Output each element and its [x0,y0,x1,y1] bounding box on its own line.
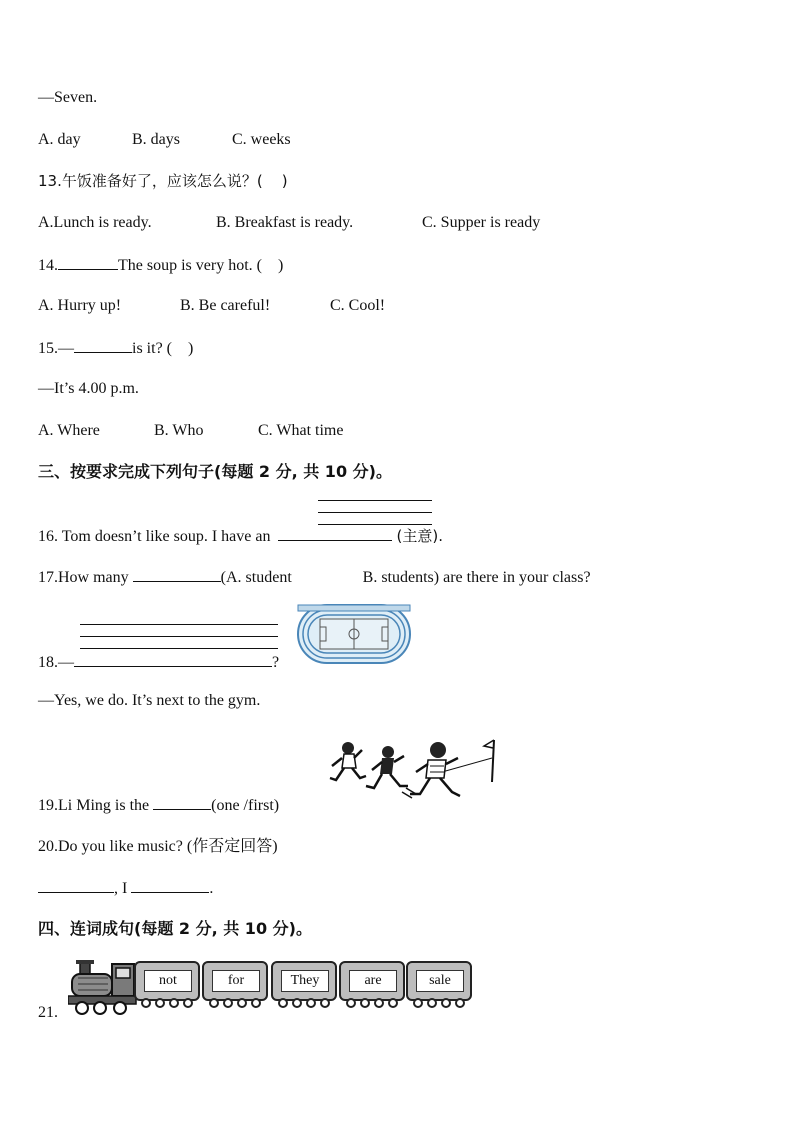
q15-option-b[interactable]: B. Who [154,422,204,439]
q15-blank[interactable] [74,338,132,353]
q12-option-b[interactable]: B. days [132,131,180,148]
train-car-2[interactable] [202,961,268,1001]
q17-blank[interactable] [133,567,221,582]
q18-question [38,652,279,673]
q15-text: is it? ( ) [132,340,194,357]
q15-question [38,338,193,359]
train-wheel [306,998,316,1008]
train-car-3-word: They [281,970,329,992]
train-car-5-word: sale [416,970,464,992]
train-car-1-word: not [144,970,192,992]
q12-option-c[interactable]: C. weeks [232,131,291,148]
train-wheel [251,998,261,1008]
q18-blank[interactable] [74,652,272,667]
q13-question: 13.午饭准备好了，应该怎么说？( ) [38,172,288,190]
q20-comma: , I [114,880,128,897]
train-wheel [455,998,465,1008]
q17-option-b[interactable]: B. students) are there in your class? [362,569,591,586]
q13-option-c[interactable]: C. Supper is ready [422,214,541,231]
q16-writing-line-1[interactable] [318,500,432,501]
q19-text: 19.Li Ming is the [38,797,150,814]
q20-blank-1[interactable] [38,878,114,893]
q21-number: 21. [38,1004,58,1021]
train-wheel [413,998,423,1008]
train-car-1[interactable] [134,961,200,1001]
q14-option-b[interactable]: B. Be careful! [180,297,271,314]
running-race-image [326,736,498,806]
q13-option-a[interactable]: A.Lunch is ready. [38,214,152,231]
train-car-2-word: for [212,970,260,992]
train-wheel [209,998,219,1008]
q14-blank[interactable] [58,255,118,270]
q14-option-a[interactable]: A. Hurry up! [38,297,122,314]
q16-question [38,526,443,547]
train-engine-image [68,958,138,1016]
train-wheel [427,998,437,1008]
q20-period: . [209,880,214,897]
train-wheel [169,998,179,1008]
q20-question [38,837,278,857]
q18-writing-line-3[interactable] [80,648,278,649]
q16-writing-line-2[interactable] [318,512,432,513]
train-car-3[interactable] [271,961,337,1001]
q16-writing-line-3[interactable] [318,524,432,525]
q17-text: 17.How many [38,569,129,586]
q14-option-c[interactable]: C. Cool! [330,297,386,314]
q15-options [38,421,343,441]
train-wheel [141,998,151,1008]
q20-answer [38,878,213,899]
q19-hint: (one /first) [211,797,280,814]
train-wheel [223,998,233,1008]
q12-answer-line: —Seven. [38,89,98,106]
train-wheel [278,998,288,1008]
train-wheel [320,998,330,1008]
q16-text: 16. Tom doesn’t like soup. I have an [38,528,271,545]
q13-options [38,213,540,233]
train-wheel [360,998,370,1008]
train-wheel [346,998,356,1008]
train-wheel [441,998,451,1008]
train-wheel [374,998,384,1008]
q15-number: 15.— [38,340,74,357]
train-wheel [237,998,247,1008]
train-wheel [183,998,193,1008]
q19-blank[interactable] [153,795,211,810]
q15-option-c[interactable]: C. What time [258,422,344,439]
q18-number: 18.— [38,654,74,671]
train-car-5[interactable] [406,961,472,1001]
q15-option-a[interactable]: A. Where [38,422,100,439]
q16-hint: (主意). [396,527,443,545]
q14-options [38,296,385,316]
q17-question [38,567,591,588]
section3-title: 三、按要求完成下列句子(每题 2 分, 共 10 分)。 [38,462,392,481]
q14-question [38,255,283,276]
running-track-image [296,603,412,665]
train-wheel [388,998,398,1008]
q18-end: ? [272,654,280,671]
train-car-4[interactable] [339,961,405,1001]
q14-number: 14. [38,257,58,274]
q20-blank-2[interactable] [131,878,209,893]
q18-writing-line-1[interactable] [80,624,278,625]
q18-writing-line-2[interactable] [80,636,278,637]
q17-option-a[interactable]: (A. student [220,569,292,586]
q16-blank[interactable] [278,526,392,541]
q20-text: 20.Do you like music? (作否定回答) [38,838,278,855]
section4-title: 四、连词成句(每题 2 分, 共 10 分)。 [38,919,312,938]
q12-option-a[interactable]: A. day [38,131,81,148]
q18-answer-line: —Yes, we do. It’s next to the gym. [38,692,261,709]
q14-text: The soup is very hot. ( ) [118,257,284,274]
q12-options [38,130,291,150]
train-wheel [155,998,165,1008]
q13-option-b[interactable]: B. Breakfast is ready. [216,214,354,231]
q15-answer-line: —It’s 4.00 p.m. [38,380,139,397]
train-wheel [292,998,302,1008]
q19-question [38,795,279,816]
train-car-4-word: are [349,970,397,992]
